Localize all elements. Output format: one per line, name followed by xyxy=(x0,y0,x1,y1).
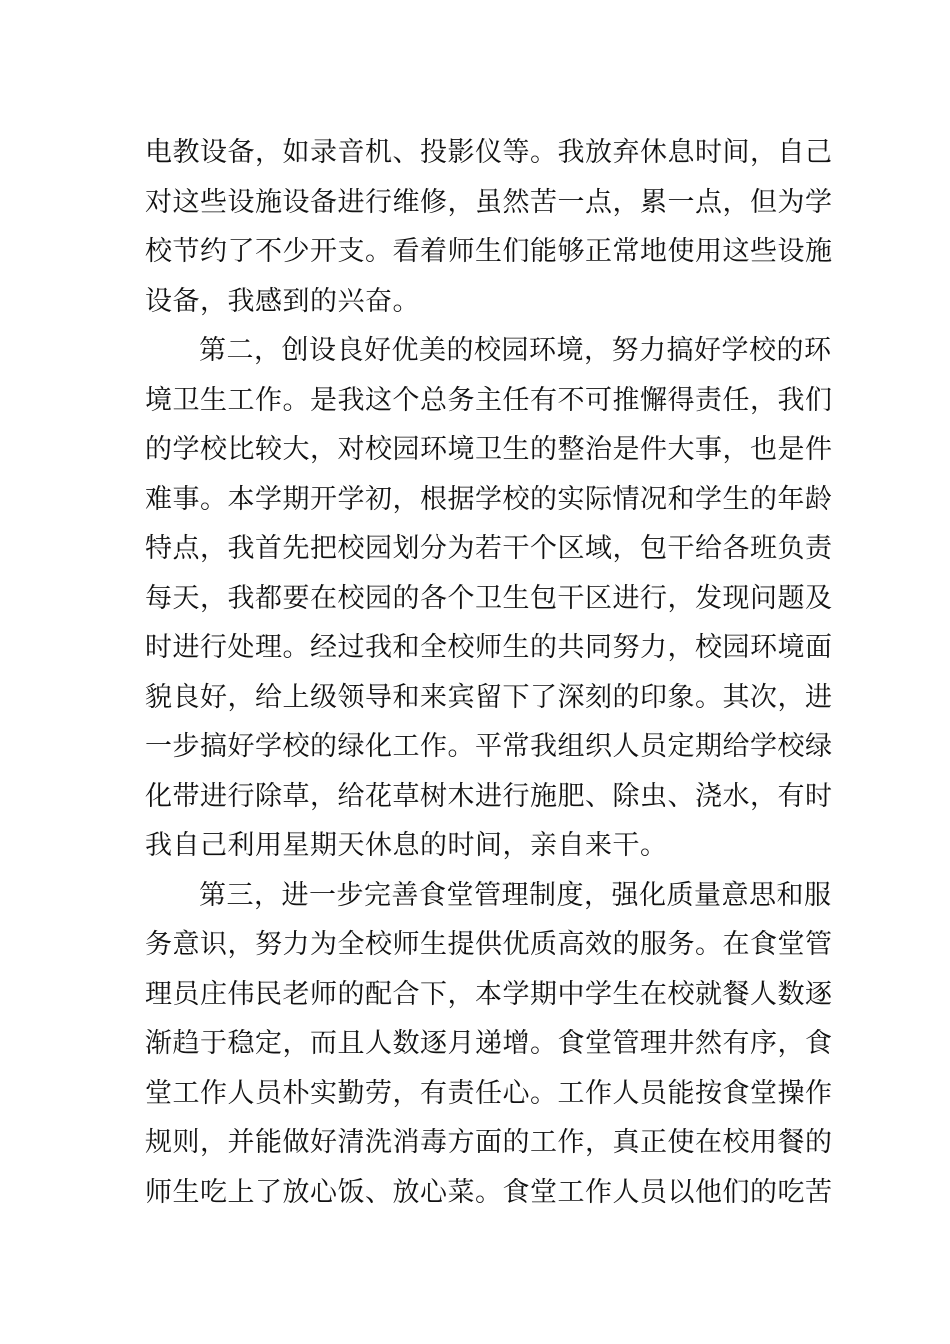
text-line: 时进行处理。经过我和全校师生的共同努力，校园环境面 xyxy=(145,632,833,663)
text-line: 电教设备，如录音机、投影仪等。我放弃休息时间，自己 xyxy=(145,137,833,168)
text-line: 貌良好，给上级领导和来宾留下了深刻的印象。其次，进 xyxy=(145,681,833,713)
text-line: 化带进行除草，给花草树木进行施肥、除虫、浇水，有时 xyxy=(145,780,833,812)
text-line: 对这些设施设备进行维修，虽然苦一点，累一点，但为学 xyxy=(145,186,833,218)
text-line: 特点，我首先把校园划分为若干个区域，包干给各班负责 xyxy=(145,533,833,564)
text-line: 理员庄伟民老师的配合下，本学期中学生在校就餐人数逐 xyxy=(145,978,833,1010)
text-line: 规则，并能做好清洗消毒方面的工作，真正使在校用餐的 xyxy=(145,1127,833,1158)
body-text xyxy=(145,128,833,1217)
text-line: 境卫生工作。是我这个总务主任有不可推懈得责任，我们 xyxy=(145,384,833,416)
text-line: 的学校比较大，对校园环境卫生的整治是件大事，也是件 xyxy=(145,434,833,465)
text-line: 务意识，努力为全校师生提供优质高效的服务。在食堂管 xyxy=(145,929,833,960)
text-line: 校节约了不少开支。看着师生们能够正常地使用这些设施 xyxy=(145,236,833,267)
text-line: 难事。本学期开学初，根据学校的实际情况和学生的年龄 xyxy=(145,483,833,515)
text-line: 师生吃上了放心饭、放心菜。食堂工作人员以他们的吃苦 xyxy=(145,1176,833,1208)
text-line: 渐趋于稳定，而且人数逐月递增。食堂管理井然有序，食 xyxy=(145,1028,833,1059)
text-line: 一步搞好学校的绿化工作。平常我组织人员定期给学校绿 xyxy=(145,731,833,762)
text-line: 我自己利用星期天休息的时间，亲自来干。 xyxy=(145,830,668,861)
text-line: 堂工作人员朴实勤劳，有责任心。工作人员能按食堂操作 xyxy=(145,1077,833,1109)
text-line: 每天，我都要在校园的各个卫生包干区进行，发现问题及 xyxy=(145,582,833,614)
text-line: 设备，我感到的兴奋。 xyxy=(145,285,420,317)
paragraph-start-line: 第二，创设良好优美的校园环境，努力搞好学校的环 xyxy=(199,335,832,366)
paragraph-start-line: 第三，进一步完善食堂管理制度，强化质量意思和服 xyxy=(199,879,832,911)
